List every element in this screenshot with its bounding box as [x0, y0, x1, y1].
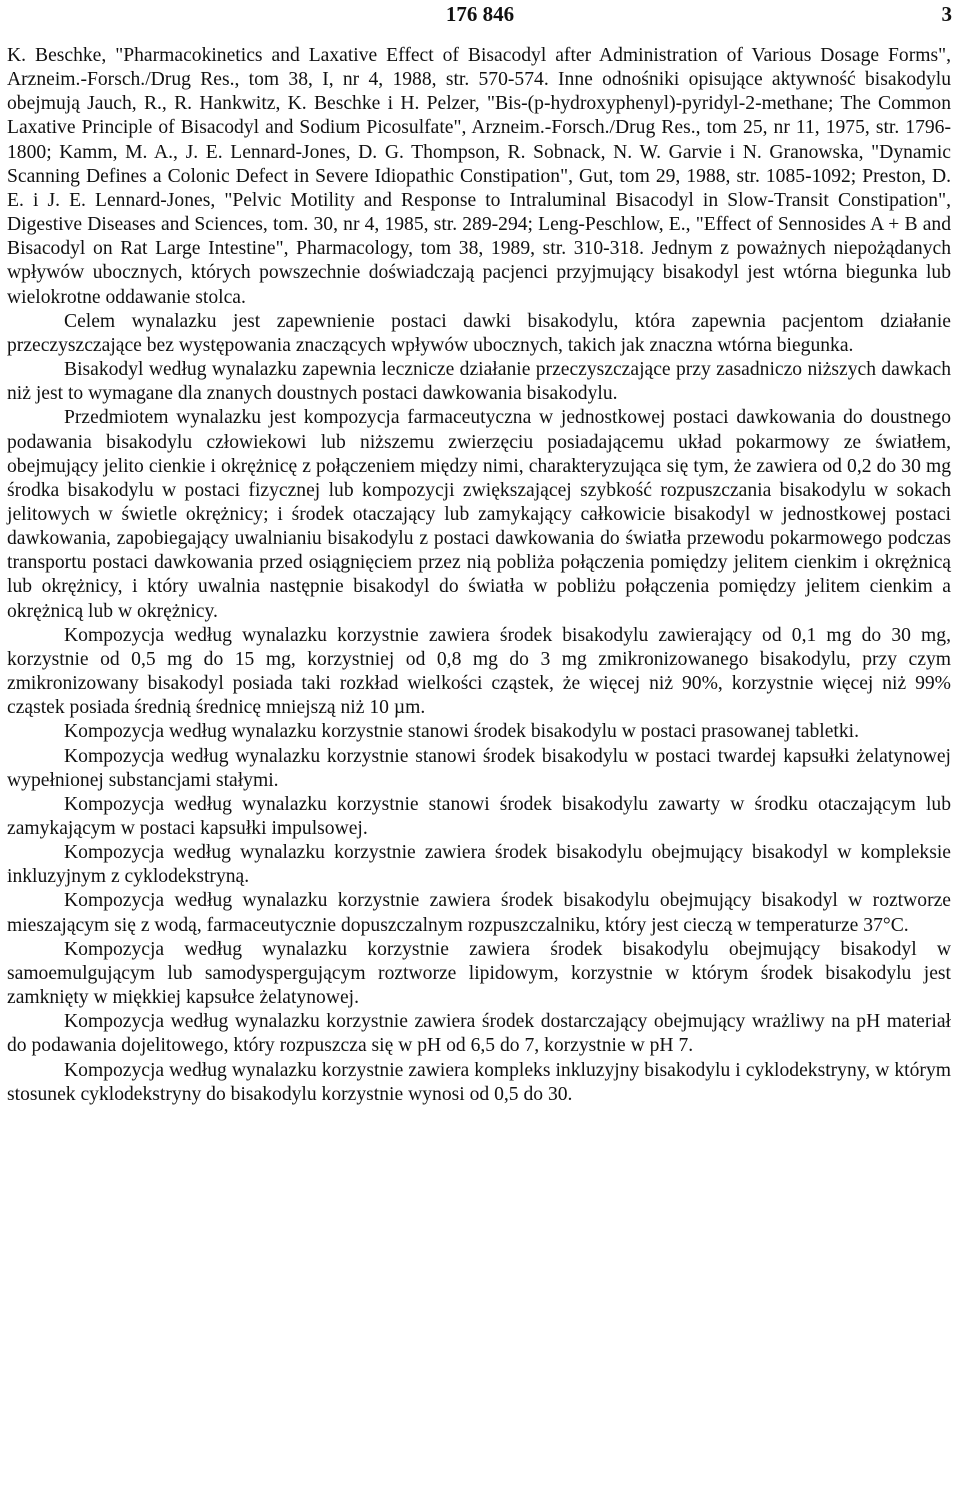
paragraph-tablet: Kompozycja według wynalazku korzystnie stanowi środek bisakodylu w postaci prasowanej tabletki.	[64, 721, 859, 743]
document-body	[7, 44, 951, 1107]
paragraph-lipid-solution: Kompozycja według wynalazku korzystnie zawiera środek bisakodylu obejmujący bisakodyl w samoemulgującym lub samodyspergującym roztworze lipidowym, korzystnie w którym środek bisakodylu jest zamknięty w miękkiej kapsułce żelatynowej.	[7, 938, 951, 1009]
paragraph-advantage: Bisakodyl według wynalazku zapewnia lecznicze działanie przeczyszczające przy zasadniczo niższych dawkach niż jest to wymagane dla znanych doustnych postaci dawkowania bisakodylu.	[7, 359, 951, 405]
paragraph-micronized: Kompozycja według wynalazku korzystnie zawiera środek bisakodylu zawierający od 0,1 mg do 30 mg, korzystnie od 0,5 mg do 15 mg, korzystniej od 0,8 mg do 3 mg zmikronizowanego bisakodylu, przy czym zmikronizowany bisakodyl posiada taki rozkład wielkości cząstek, że więcej niż 90%, korzystnie więcej niż 99% cząstek posiada średnią średnicę mniejszą niż 10 µm.	[7, 624, 951, 719]
paragraph-hard-capsule: Kompozycja według wynalazku korzystnie stanowi środek bisakodylu w postaci twardej kapsułki żelatynowej wypełnionej substancjami stałymi.	[7, 745, 951, 791]
paragraph-ph-material: Kompozycja według wynalazku korzystnie zawiera środek dostarczający obejmujący wrażliwy na pH materiał do podawania dojelitowego, który rozpuszcza się w pH od 6,5 do 7, korzystnie w pH 7.	[7, 1011, 951, 1057]
paragraph-objective: Celem wynalazku jest zapewnienie postaci dawki bisakodylu, która zapewnia pacjentom działanie przeczyszczające bez występowania znaczących wpływów ubocznych, takich jak znaczna wtórna biegunka.	[7, 310, 951, 356]
paragraph-pulse-capsule: Kompozycja według wynalazku korzystnie stanowi środek bisakodylu zawarty w środku otaczającym lub zamykającym w postaci kapsułki impulsowej.	[7, 793, 951, 839]
paragraph-solvent-solution: Kompozycja według wynalazku korzystnie zawiera środek bisakodylu obejmujący bisakodyl w roztworze mieszającym się z wodą, farmaceutycznie dopuszczalnym rozpuszczalniku, który jest cieczą w temperaturze 37°C.	[7, 890, 951, 936]
page-number: 3	[941, 2, 952, 26]
paragraph-cyclodextrin-ratio: Kompozycja według wynalazku korzystnie zawiera kompleks inkluzyjny bisakodylu i cyklodekstryny, w którym stosunek cyklodekstryny do bisakodylu korzystnie wynosi od 0,5 do 30.	[7, 1059, 951, 1105]
patent-number: 176 846	[445, 2, 515, 26]
paragraph-references: K. Beschke, "Pharmacokinetics and Laxative Effect of Bisacodyl after Administration of Various Dosage Forms", Arzneim.-Forsch./Drug Res., tom 38, I, nr 4, 1988, str. 570-574. Inne odnośniki opisujące aktywność bisakodylu obejmują Jauch, R., R. Hankwitz, K. Beschke i H. Pelzer, "Bis-(p-hydroxyphenyl)-pyridyl-2-methane; The Common Laxative Principle of Bisacodyl and Sodium Picosulfate", Arzneim.-Forsch./Drug Res., tom 25, nr 11, 1975, str. 1796-1800; Kamm, M. A., J. E. Lennard-Jones, D. G. Thompson, R. Sobnack, N. W. Garvie i N. Granowska, "Dynamic Scanning Defines a Colonic Defect in Severe Idiopathic Constipation", Gut, tom 29, 1988, str. 1085-1092; Preston, D. E. i J. E. Lennard-Jones, "Pelvic Motility and Response to Intraluminal Bisacodyl in Slow-Transit Constipation", Digestive Diseases and Sciences, tom. 30, nr 4, 1985, str. 289-294; Leng-Peschlow, E., "Effect of Sennosides A + B and Bisacodyl on Rat Large Intestine", Pharmacology, tom 38, 1989, str. 310-318. Jednym z poważnych niepożądanych wpływów ubocznych, których powszechnie doświadczają pacjenci przyjmujący bisakodyl jest wtórna biegunka lub wielokrotne oddawanie stolca.	[7, 45, 951, 308]
page-header	[0, 2, 960, 28]
paragraph-cyclodextrin-complex: Kompozycja według wynalazku korzystnie zawiera środek bisakodylu obejmujący bisakodyl w kompleksie inkluzyjnym z cyklodekstryną.	[7, 842, 951, 888]
paragraph-subject: Przedmiotem wynalazku jest kompozycja farmaceutyczna w jednostkowej postaci dawkowania do doustnego podawania bisakodylu człowiekowi lub niższemu zwierzęciu posiadającemu układ pokarmowy ze światłem, obejmujący jelito cienkie i okrężnicę z połączeniem między nimi, charakteryzująca się tym, że zawiera od 0,2 do 30 mg środka bisakodylu w postaci fizycznej lub kompozycji zwiększającej szybkość rozpuszczania bisakodylu w sokach jelitowych w świetle okrężnicy; i środek otaczający lub zamykający całkowicie bisakodyl w jednostkowej postaci dawkowania, zapobiegający uwalnianiu bisakodylu z postaci dawkowania do światła przewodu pokarmowego podczas transportu postaci dawkowania przed osiągnięciem przez nią pobliża połączenia pomiędzy jelitem cienkim i okrężnicą lub okrężnicy, i który uwalnia następnie bisakodyl do światła w pobliżu połączenia pomiędzy jelitem cienkim a okrężnicą lub w okrężnicy.	[7, 407, 951, 622]
